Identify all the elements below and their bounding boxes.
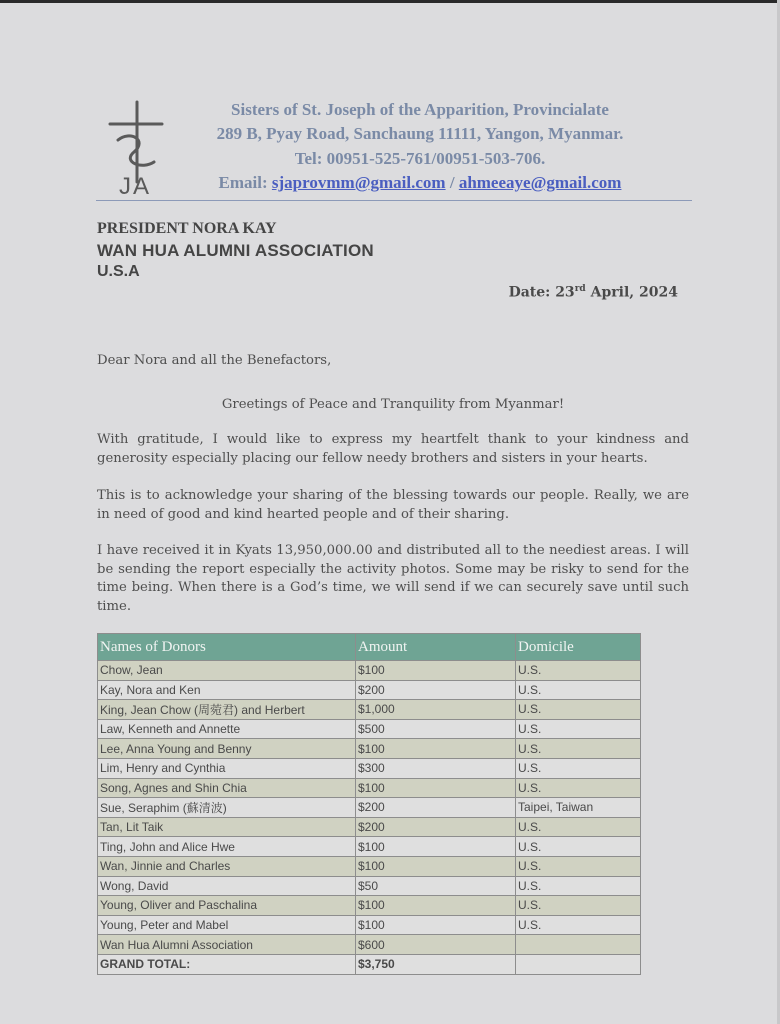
org-email-line [180, 173, 660, 193]
email-label: Email: [218, 173, 268, 192]
recipient-country: U.S.A [97, 263, 140, 280]
table-row [98, 817, 641, 837]
table-row [98, 837, 641, 857]
table-row [98, 876, 641, 896]
donor-name-cell: King, Jean Chow (周菀君) and Herbert [98, 700, 356, 720]
donor-amount-cell: $500 [356, 719, 516, 739]
email-separator: / [449, 173, 455, 192]
donor-name-cell: Young, Oliver and Paschalina [98, 896, 356, 916]
salutation: Dear Nora and all the Benefactors, [97, 353, 332, 368]
grand-total-amount: $3,750 [356, 954, 516, 974]
table-row [98, 778, 641, 798]
email-link-primary[interactable]: sjaprovmm@gmail.com [271, 173, 446, 192]
donor-domicile-cell: U.S. [516, 856, 641, 876]
donor-domicile-cell: U.S. [516, 896, 641, 916]
greeting: Greetings of Peace and Tranquility from Myanmar! [221, 397, 565, 412]
donor-amount-cell: $300 [356, 758, 516, 778]
recipient-name: PRESIDENT NORA KAY [97, 220, 277, 237]
table-row [98, 915, 641, 935]
table-row [98, 896, 641, 916]
donor-rows [98, 661, 641, 955]
table-row [98, 661, 641, 681]
donor-domicile-cell: U.S. [516, 719, 641, 739]
donor-amount-cell: $200 [356, 817, 516, 837]
svg-text:JA: JA [118, 173, 152, 196]
grand-total-domicile [516, 954, 641, 974]
donor-name-cell: Lee, Anna Young and Benny [98, 739, 356, 759]
table-row [98, 935, 641, 955]
paragraph-distribution: I have received it in Kyats 13,950,000.00 and distributed all to the neediest areas. I will be sending the report especially the activity photos. Some may be risky to send for the time being. When there is a God’s time, we will send if we can securely save until such time. [97, 543, 689, 614]
donor-name-cell: Wan Hua Alumni Association [98, 935, 356, 955]
donor-name-cell: Ting, John and Alice Hwe [98, 837, 356, 857]
donor-name-cell: Tan, Lit Taik [98, 817, 356, 837]
recipient-organization: WAN HUA ALUMNI ASSOCIATION [97, 241, 374, 260]
donor-domicile-cell: U.S. [516, 876, 641, 896]
top-border [0, 0, 780, 3]
donor-domicile-cell: U.S. [516, 680, 641, 700]
org-phone: Tel: 00951-525-761/00951-503-706. [294, 149, 546, 168]
table-row [98, 700, 641, 720]
org-address: 289 B, Pyay Road, Sanchaung 11111, Yangon, Myanmar. [216, 124, 624, 143]
donor-amount-cell: $200 [356, 680, 516, 700]
cross-logo-icon [104, 100, 166, 196]
donor-name-cell: Young, Peter and Mabel [98, 915, 356, 935]
donor-amount-cell: $100 [356, 739, 516, 759]
donor-name-cell: Sue, Seraphim (蘇清波) [98, 798, 356, 818]
donor-amount-cell: $100 [356, 661, 516, 681]
donor-name-cell: Song, Agnes and Shin Chia [98, 778, 356, 798]
donor-domicile-cell: U.S. [516, 915, 641, 935]
donors-table [97, 633, 641, 975]
table-row [98, 739, 641, 759]
table-row [98, 856, 641, 876]
donor-amount-cell: $100 [356, 915, 516, 935]
donor-domicile-cell: U.S. [516, 739, 641, 759]
donor-domicile-cell: Taipei, Taiwan [516, 798, 641, 818]
donor-domicile-cell: U.S. [516, 700, 641, 720]
donor-domicile-cell: U.S. [516, 758, 641, 778]
donor-name-cell: Wong, David [98, 876, 356, 896]
org-name: Sisters of St. Joseph of the Apparition, Provincialate [231, 100, 609, 119]
donor-amount-cell: $50 [356, 876, 516, 896]
grand-total-label: GRAND TOTAL: [98, 954, 356, 974]
donor-domicile-cell: U.S. [516, 661, 641, 681]
grand-total-row [98, 954, 641, 974]
donor-domicile-cell: U.S. [516, 817, 641, 837]
donor-name-cell: Chow, Jean [98, 661, 356, 681]
paragraph-acknowledgement: This is to acknowledge your sharing of the blessing towards our people. Really, we are in need of good and kind hearted people and of their sharing. [97, 488, 689, 522]
donor-amount-cell: $100 [356, 778, 516, 798]
table-row [98, 719, 641, 739]
donor-name-cell: Wan, Jinnie and Charles [98, 856, 356, 876]
table-row [98, 680, 641, 700]
table-row [98, 758, 641, 778]
letterhead-divider [96, 200, 692, 201]
donor-amount-cell: $1,000 [356, 700, 516, 720]
donor-name-cell: Kay, Nora and Ken [98, 680, 356, 700]
donor-domicile-cell [516, 935, 641, 955]
donor-amount-cell: $100 [356, 856, 516, 876]
paragraph-gratitude: With gratitude, I would like to express my heartfelt thank to your kindness and generosity especially placing our fellow needy brothers and sisters in your hearts. [97, 432, 689, 466]
donor-amount-cell: $100 [356, 837, 516, 857]
table-row [98, 798, 641, 818]
donor-domicile-cell: U.S. [516, 837, 641, 857]
column-header: Amount [356, 634, 516, 661]
table-header-row [98, 634, 641, 661]
donor-domicile-cell: U.S. [516, 778, 641, 798]
donor-name-cell: Law, Kenneth and Annette [98, 719, 356, 739]
donor-amount-cell: $600 [356, 935, 516, 955]
donor-amount-cell: $200 [356, 798, 516, 818]
donor-amount-cell: $100 [356, 896, 516, 916]
letter-date: Date: 23rd April, 2024 [508, 284, 678, 301]
column-header: Names of Donors [98, 634, 356, 661]
email-link-secondary[interactable]: ahmeeaye@gmail.com [458, 173, 622, 192]
column-header: Domicile [516, 634, 641, 661]
donor-name-cell: Lim, Henry and Cynthia [98, 758, 356, 778]
